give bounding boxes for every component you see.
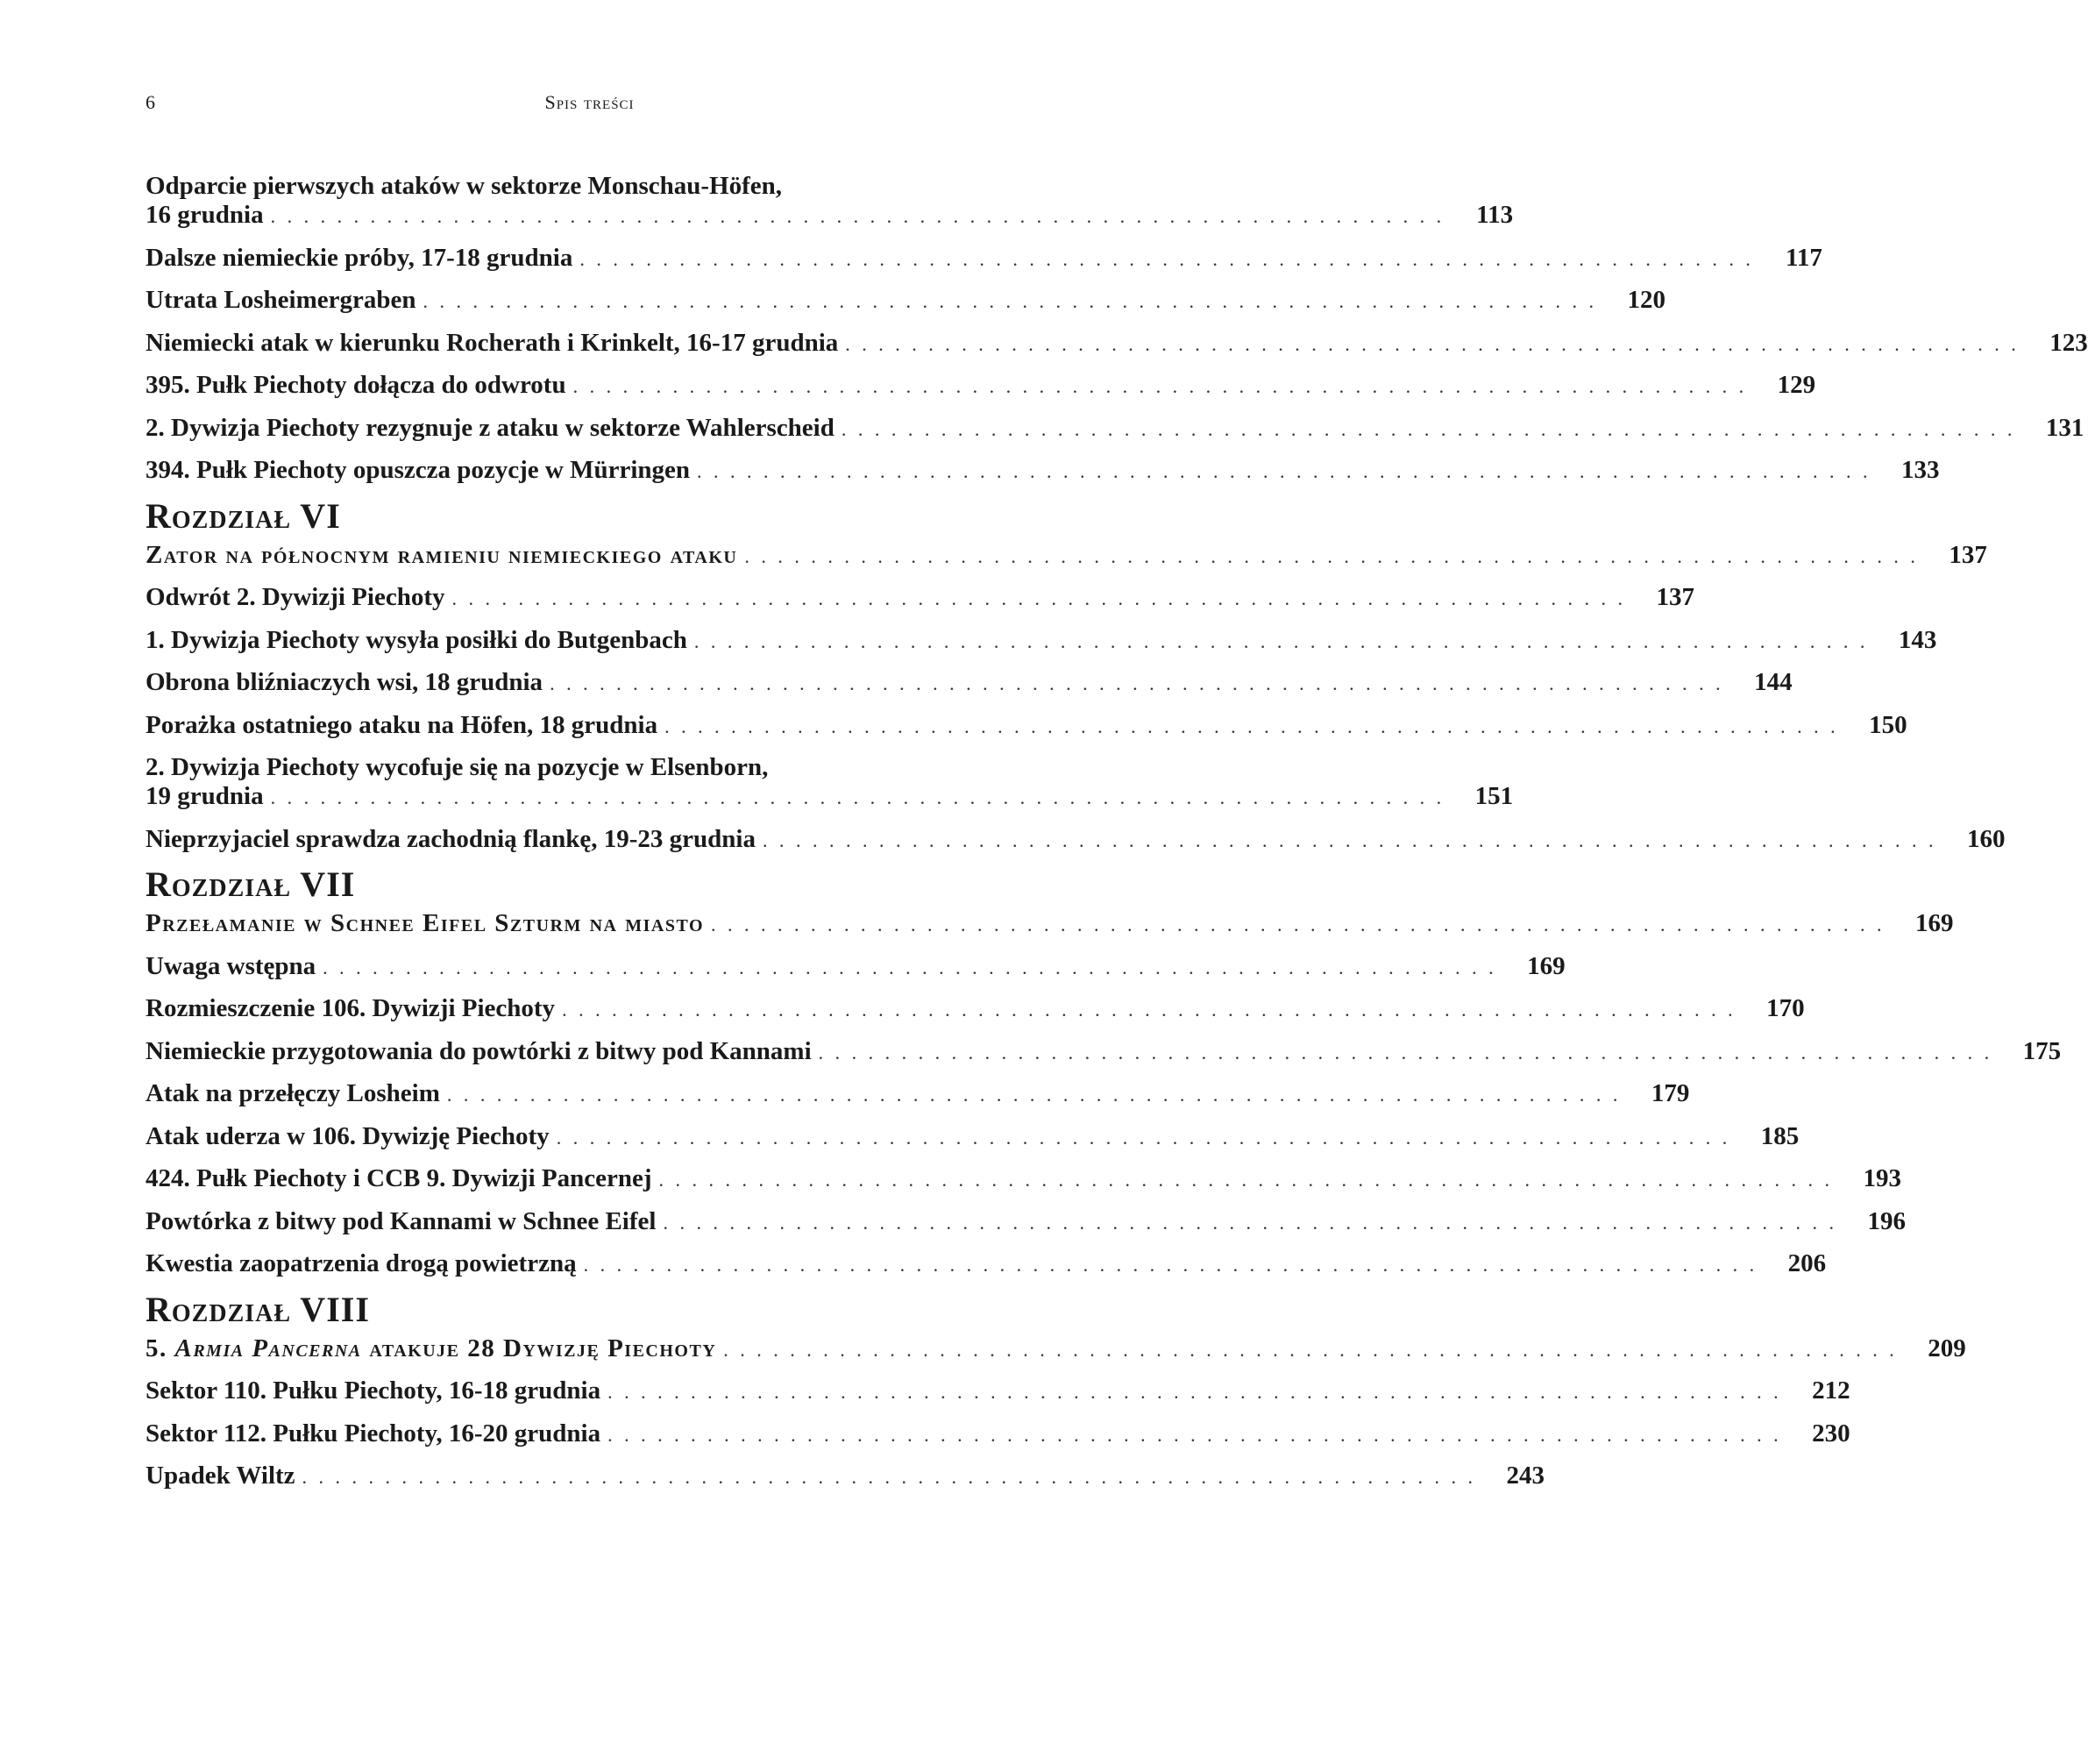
entry-title: Nieprzyjaciel sprawdza zachodnią flankę, 19-23 grudnia [146, 824, 756, 853]
page-number-ref: 113 [1476, 201, 1514, 229]
entry-line [146, 824, 2006, 855]
dot-leader: . . . . . . . . . . . . . . . . . . . . . . . . . . . . . . . . . . . . . . . . . . . . . . . . . . . . . . . . . . . . . . . . . . . . . . . [711, 914, 1886, 935]
dot-leader: . . . . . . . . . . . . . . . . . . . . . . . . . . . . . . . . . . . . . . . . . . . . . . . . . . . . . . . . . . . . . . . . . . . . . . . [697, 460, 1871, 482]
dot-leader: . . . . . . . . . . . . . . . . . . . . . . . . . . . . . . . . . . . . . . . . . . . . . . . . . . . . . . . . . . . . . . . . . . . . . . . [451, 587, 1626, 609]
toc-entry[interactable] [146, 1164, 1902, 1194]
toc-entry[interactable] [146, 328, 2088, 359]
page-number-ref: 123 [2049, 328, 2088, 357]
dot-leader: . . . . . . . . . . . . . . . . . . . . . . . . . . . . . . . . . . . . . . . . . . . . . . . . . . . . . . . . . . . . . . . . . . . . . . . [763, 829, 1937, 851]
entry-title: Dalsze niemieckie próby, 17-18 grudnia [146, 243, 573, 272]
dot-leader: . . . . . . . . . . . . . . . . . . . . . . . . . . . . . . . . . . . . . . . . . . . . . . . . . . . . . . . . . . . . . . . . . . . . . . . [583, 1254, 1758, 1276]
entry-title: 395. Pułk Piechoty dołącza do odwrotu [146, 371, 566, 399]
entry-line [146, 1462, 1545, 1491]
chapter-label: Rozdział VII [146, 864, 356, 904]
page-number-ref: 137 [1656, 583, 1694, 611]
page-number-ref: 143 [1898, 625, 1937, 654]
entry-line [146, 328, 2088, 359]
entry-line [146, 625, 1937, 656]
page-number-ref: 151 [1474, 782, 1514, 810]
toc-entry[interactable] [146, 456, 1940, 486]
page-number-ref: 169 [1915, 909, 1954, 937]
page-number-ref: 206 [1787, 1249, 1827, 1277]
entry-title: Atak na przełęczy Losheim [146, 1079, 440, 1107]
entry-line [146, 583, 1694, 613]
entry-title: Obrona bliźniaczych wsi, 18 grudnia [146, 668, 543, 696]
dot-leader: . . . . . . . . . . . . . . . . . . . . . . . . . . . . . . . . . . . . . . . . . . . . . . . . . . . . . . . . . . . . . . . . . . . . . . . [270, 205, 1445, 227]
dot-leader: . . . . . . . . . . . . . . . . . . . . . . . . . . . . . . . . . . . . . . . . . . . . . . . . . . . . . . . . . . . . . . . . . . . . . . . [562, 999, 1736, 1021]
toc-entry[interactable] [146, 1121, 1800, 1152]
dot-leader: . . . . . . . . . . . . . . . . . . . . . . . . . . . . . . . . . . . . . . . . . . . . . . . . . . . . . . . . . . . . . . . . . . . . . . . [423, 290, 1597, 312]
entry-line [146, 1121, 1800, 1152]
page-number-ref: 212 [1812, 1376, 1850, 1405]
dot-leader: . . . . . . . . . . . . . . . . . . . . . . . . . . . . . . . . . . . . . . . . . . . . . . . . . . . . . . . . . . . . . . . . . . . . . . . [845, 332, 2020, 355]
entry-title: Niemiecki atak w kierunku Rocherath i Krinkelt, 16-17 grudnia [146, 328, 839, 357]
dot-leader: . . . . . . . . . . . . . . . . . . . . . . . . . . . . . . . . . . . . . . . . . . . . . . . . . . . . . . . . . . . . . . . . . . . . . . . [550, 672, 1724, 694]
chapter-title-entry[interactable] [146, 540, 1987, 571]
entry-line [146, 710, 1907, 741]
entry-line [146, 456, 1940, 486]
toc-entry[interactable] [146, 286, 1665, 316]
entry-line [146, 994, 1805, 1024]
entry-title: Sektor 110. Pułku Piechoty, 16-18 grudnia [146, 1376, 601, 1405]
toc-entry[interactable] [146, 668, 1793, 698]
entry-line [146, 909, 1954, 939]
dot-leader: . . . . . . . . . . . . . . . . . . . . . . . . . . . . . . . . . . . . . . . . . . . . . . . . . . . . . . . . . . . . . . . . . . . . . . . [664, 715, 1839, 737]
entry-line [146, 1206, 1906, 1237]
entry-title: Niemieckie przygotowania do powtórki z bitwy pod Kannami [146, 1036, 812, 1065]
entry-title: Powtórka z bitwy pod Kannami w Schnee Eifel [146, 1206, 657, 1235]
toc-entry[interactable] [146, 710, 1907, 741]
chapter-title-entry[interactable] [146, 1334, 1966, 1364]
toc-entry[interactable] [146, 1249, 1827, 1279]
dot-leader: . . . . . . . . . . . . . . . . . . . . . . . . . . . . . . . . . . . . . . . . . . . . . . . . . . . . . . . . . . . . . . . . . . . . . . . [744, 544, 1919, 567]
page-number-ref: 133 [1901, 456, 1940, 484]
toc-entry[interactable] [146, 994, 1805, 1024]
entry-title: Zator na północnym ramieniu niemieckiego ataku [146, 540, 738, 569]
entry-title: 424. Pułk Piechoty i CCB 9. Dywizji Pancernej [146, 1164, 652, 1192]
entry-title-italic: Armia Pancerna [174, 1334, 362, 1362]
entry-line [146, 1036, 2062, 1067]
page-number-ref: 170 [1766, 994, 1805, 1022]
entry-title: Sektor 112. Pułku Piechoty, 16-20 grudnia [146, 1419, 601, 1447]
dot-leader: . . . . . . . . . . . . . . . . . . . . . . . . . . . . . . . . . . . . . . . . . . . . . . . . . . . . . . . . . . . . . . . . . . . . . . . [663, 1211, 1837, 1234]
dot-leader: . . . . . . . . . . . . . . . . . . . . . . . . . . . . . . . . . . . . . . . . . . . . . . . . . . . . . . . . . . . . . . . . . . . . . . . [693, 629, 1869, 652]
entry-line [146, 951, 1566, 982]
page-number-ref: 196 [1867, 1206, 1906, 1235]
entry-line [146, 668, 1793, 698]
toc-entry[interactable] [146, 1376, 1850, 1406]
entry-line [146, 286, 1665, 316]
toc-entry[interactable] [146, 1036, 2062, 1067]
dot-leader: . . . . . . . . . . . . . . . . . . . . . . . . . . . . . . . . . . . . . . . . . . . . . . . . . . . . . . . . . . . . . . . . . . . . . . . [841, 417, 2016, 440]
entry-title: 394. Pułk Piechoty opuszcza pozycje w Mürringen [146, 456, 691, 484]
running-head [146, 91, 1033, 117]
entry-line [146, 540, 1987, 571]
dot-leader: . . . . . . . . . . . . . . . . . . . . . . . . . . . . . . . . . . . . . . . . . . . . . . . . . . . . . . . . . . . . . . . . . . . . . . . [607, 1381, 1782, 1403]
entry-title-suffix: atakuje 28 Dywizję Piechoty [361, 1334, 717, 1362]
entry-line [146, 201, 1514, 231]
page-number: 6 [146, 91, 155, 113]
entry-line [146, 1419, 1850, 1449]
page-number-ref: 150 [1869, 710, 1907, 739]
page-number-ref: 131 [2045, 413, 2084, 442]
dot-leader: . . . . . . . . . . . . . . . . . . . . . . . . . . . . . . . . . . . . . . . . . . . . . . . . . . . . . . . . . . . . . . . . . . . . . . . [446, 1084, 1622, 1106]
entry-line [146, 782, 1514, 812]
entry-line [146, 1249, 1827, 1279]
toc-entry[interactable] [146, 583, 1694, 613]
chapter-title-entry[interactable] [146, 909, 1954, 939]
entry-line [146, 1376, 1850, 1406]
entry-title: 2. Dywizja Piechoty wycofuje się na pozycje w Elsenborn, [146, 753, 769, 781]
dot-leader: . . . . . . . . . . . . . . . . . . . . . . . . . . . . . . . . . . . . . . . . . . . . . . . . . . . . . . . . . . . . . . . . . . . . . . . [658, 1169, 1834, 1191]
entry-title [146, 1334, 723, 1363]
entry-line [146, 413, 2084, 444]
dot-leader: . . . . . . . . . . . . . . . . . . . . . . . . . . . . . . . . . . . . . . . . . . . . . . . . . . . . . . . . . . . . . . . . . . . . . . . [818, 1041, 1993, 1063]
toc-entry[interactable] [146, 172, 1514, 231]
table-of-contents [146, 172, 2088, 1504]
toc-entry[interactable] [146, 625, 1937, 656]
chapter-label: Rozdział VI [146, 495, 341, 536]
dot-leader: . . . . . . . . . . . . . . . . . . . . . . . . . . . . . . . . . . . . . . . . . . . . . . . . . . . . . . . . . . . . . . . . . . . . . . . [270, 786, 1445, 808]
dot-leader: . . . . . . . . . . . . . . . . . . . . . . . . . . . . . . . . . . . . . . . . . . . . . . . . . . . . . . . . . . . . . . . . . . . . . . . [572, 375, 1748, 397]
entry-line [146, 1164, 1902, 1194]
entry-line [146, 1334, 1966, 1364]
entry-title: 16 grudnia [146, 201, 264, 229]
toc-entry[interactable] [146, 753, 1514, 812]
entry-line [146, 1079, 1690, 1109]
page-number-ref: 179 [1651, 1079, 1690, 1107]
entry-title: Kwestia zaopatrzenia drogą powietrzną [146, 1249, 577, 1277]
page-number-ref: 129 [1777, 371, 1816, 399]
toc-entry[interactable] [146, 371, 1816, 401]
page-number-ref: 243 [1506, 1462, 1545, 1490]
toc-entry[interactable] [146, 824, 2006, 855]
entry-title: Atak uderza w 106. Dywizję Piechoty [146, 1121, 550, 1150]
page-number-ref: 117 [1785, 243, 1822, 272]
entry-title: 2. Dywizja Piechoty rezygnuje z ataku w sektorze Wahlerscheid [146, 413, 834, 442]
dot-leader: . . . . . . . . . . . . . . . . . . . . . . . . . . . . . . . . . . . . . . . . . . . . . . . . . . . . . . . . . . . . . . . . . . . . . . . [579, 247, 1754, 270]
page-number-ref: 185 [1760, 1121, 1800, 1150]
toc-entry[interactable] [146, 413, 2084, 444]
dot-leader: . . . . . . . . . . . . . . . . . . . . . . . . . . . . . . . . . . . . . . . . . . . . . . . . . . . . . . . . . . . . . . . . . . . . . . . [556, 1126, 1731, 1149]
page-number-ref: 120 [1627, 286, 1665, 314]
page-number-ref: 144 [1754, 668, 1793, 696]
page-number-ref: 230 [1812, 1419, 1850, 1447]
entry-title: Rozmieszczenie 106. Dywizji Piechoty [146, 994, 556, 1022]
entry-line [146, 371, 1816, 401]
running-title: Spis treści [544, 91, 635, 113]
chapter-label: Rozdział VIII [146, 1289, 370, 1329]
entry-title: Upadek Wiltz [146, 1462, 295, 1490]
page-number-ref: 169 [1527, 951, 1566, 980]
dot-leader: . . . . . . . . . . . . . . . . . . . . . . . . . . . . . . . . . . . . . . . . . . . . . . . . . . . . . . . . . . . . . . . . . . . . . . . [302, 1466, 1477, 1488]
entry-title: Odwrót 2. Dywizji Piechoty [146, 583, 445, 611]
entry-title: Przełamanie w Schnee Eifel Szturm na miasto [146, 909, 705, 937]
entry-title: 19 grudnia [146, 782, 264, 810]
page-number-ref: 137 [1949, 540, 1987, 569]
page-number-ref: 209 [1928, 1334, 1966, 1362]
entry-title: 1. Dywizja Piechoty wysyła posiłki do Butgenbach [146, 625, 687, 654]
dot-leader: . . . . . . . . . . . . . . . . . . . . . . . . . . . . . . . . . . . . . . . . . . . . . . . . . . . . . . . . . . . . . . . . . . . . . . . [323, 956, 1497, 978]
entry-title: Utrata Losheimergraben [146, 286, 416, 314]
page-number-ref: 175 [2022, 1036, 2062, 1065]
entry-title: Uwaga wstępna [146, 951, 316, 980]
toc-entry[interactable] [146, 1206, 1906, 1237]
toc-entry[interactable] [146, 1419, 1850, 1449]
page-number-ref: 193 [1863, 1164, 1902, 1192]
toc-entry[interactable] [146, 951, 1566, 982]
dot-leader: . . . . . . . . . . . . . . . . . . . . . . . . . . . . . . . . . . . . . . . . . . . . . . . . . . . . . . . . . . . . . . . . . . . . . . . [723, 1338, 1898, 1361]
entry-title: Porażka ostatniego ataku na Höfen, 18 grudnia [146, 710, 658, 739]
entry-title-prefix: 5. [146, 1334, 175, 1362]
toc-entry[interactable] [146, 1079, 1690, 1109]
toc-entry[interactable] [146, 243, 1822, 274]
page-number-ref: 160 [1967, 824, 2006, 853]
entry-title: Odparcie pierwszych ataków w sektorze Monschau-Höfen, [146, 172, 783, 200]
dot-leader: . . . . . . . . . . . . . . . . . . . . . . . . . . . . . . . . . . . . . . . . . . . . . . . . . . . . . . . . . . . . . . . . . . . . . . . [607, 1423, 1782, 1446]
toc-entry[interactable] [146, 1462, 1545, 1491]
entry-line [146, 243, 1822, 274]
